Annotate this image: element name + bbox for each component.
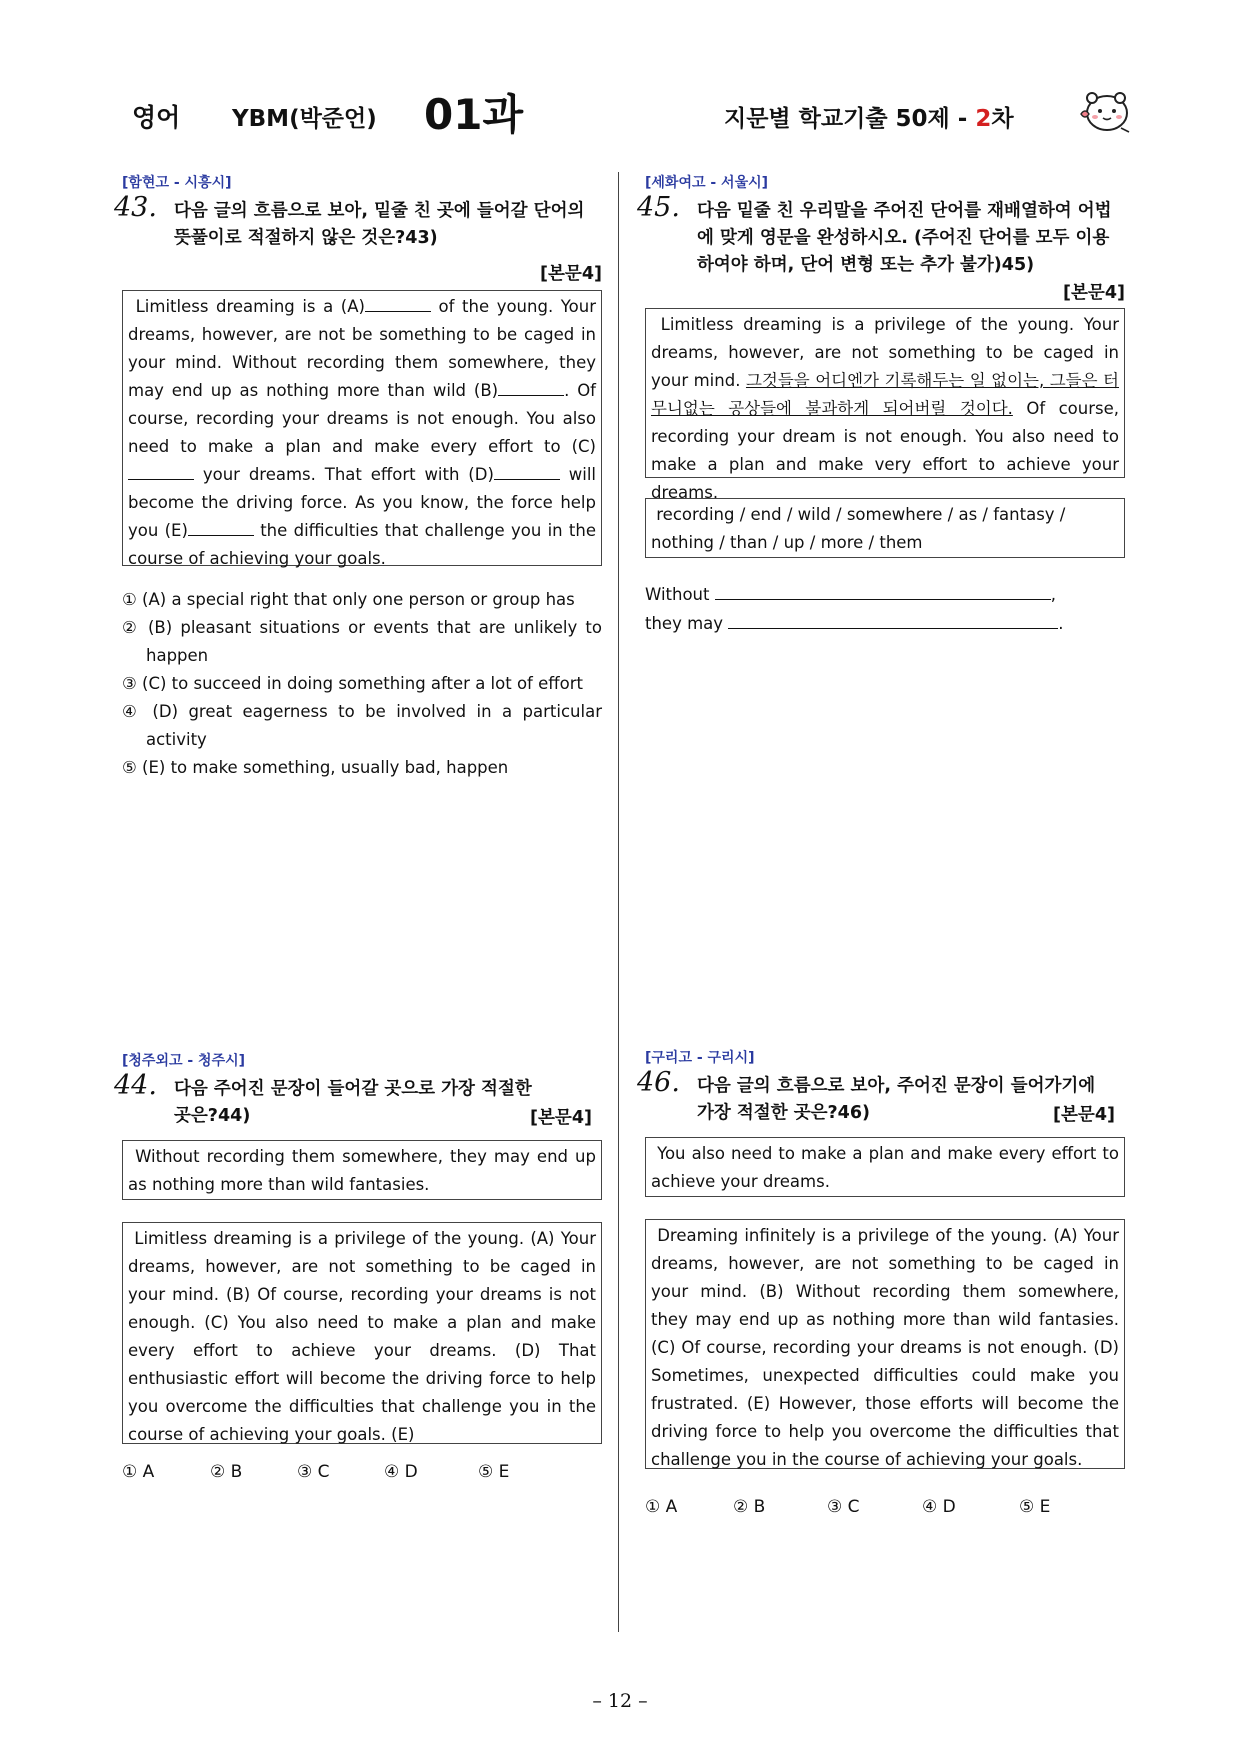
choice-2[interactable]: ② B bbox=[733, 1497, 766, 1517]
passage-text: . Of course, recording your dreams is not enough. You also need to make a plan and make every effort to (C) bbox=[128, 381, 596, 456]
section-tag: [본문4] bbox=[1053, 1105, 1115, 1125]
publisher-label: YBM(박준언) bbox=[232, 106, 377, 132]
question-number: 43. bbox=[114, 192, 157, 223]
section-tag: [본문4] bbox=[530, 1108, 592, 1128]
page-number: – 12 – bbox=[592, 1690, 648, 1712]
passage-box bbox=[122, 1222, 602, 1444]
underlined-korean: 그것들을 어디엔가 기록해두는 일 없이는, 그들은 터무니없는 공상들에 불과하게 되어버릴 것이다. bbox=[651, 371, 1119, 418]
blank-d bbox=[494, 461, 560, 480]
subject-label: 영어 bbox=[132, 103, 181, 132]
passage-text: Limitless dreaming is a (A) bbox=[135, 297, 365, 316]
given-sentence-box bbox=[645, 1137, 1125, 1197]
question-text: 다음 밑줄 친 우리말을 주어진 단어를 재배열하여 어법에 맞게 영문을 완성하시오. (주어진 단어를 모두 이용하여야 하며, 단어 변형 또는 추가 불가)45) bbox=[697, 201, 1112, 275]
series-prefix: 지문별 학교기출 50제 - bbox=[724, 106, 976, 132]
choice-5[interactable]: ⑤ E bbox=[1019, 1497, 1051, 1517]
choice-2[interactable]: ② B bbox=[210, 1462, 243, 1482]
series-title bbox=[724, 100, 1014, 133]
question-43 bbox=[114, 172, 602, 782]
question-number: 44. bbox=[114, 1070, 157, 1101]
blank-b bbox=[498, 377, 564, 396]
choice-1[interactable]: ① A bbox=[122, 1462, 155, 1482]
blank-a bbox=[365, 293, 431, 312]
passage-text: of the young. Your dreams, however, are not be something to be caged in your mind. Without recording them somewhere, they may end up as nothing more than wild (B) bbox=[128, 297, 597, 400]
given-sentence-box bbox=[122, 1140, 602, 1200]
choice-list bbox=[122, 1462, 602, 1482]
option-4[interactable]: ④ (D) great eagerness to be involved in a particular activity bbox=[122, 702, 602, 749]
question-44 bbox=[114, 1050, 602, 1482]
question-number: 46. bbox=[637, 1067, 680, 1098]
section-tag: [본문4] bbox=[540, 264, 602, 284]
choice-3[interactable]: ③ C bbox=[297, 1462, 330, 1482]
blank-c bbox=[128, 461, 194, 480]
question-source: [세화여고 - 서울시] bbox=[645, 175, 769, 191]
question-source: [함현고 - 시흥시] bbox=[122, 175, 232, 191]
option-1[interactable]: ① (A) a special right that only one person or group has bbox=[122, 590, 575, 609]
choice-4[interactable]: ④ D bbox=[922, 1497, 956, 1517]
question-source: [구리고 - 구리시] bbox=[645, 1050, 755, 1066]
answer-blank[interactable] bbox=[715, 581, 1051, 600]
passage-box bbox=[645, 308, 1125, 502]
page-header bbox=[132, 84, 1132, 144]
question-heading bbox=[114, 1070, 602, 1130]
question-number: 45. bbox=[637, 192, 680, 223]
answer-label: they may bbox=[645, 614, 724, 633]
passage-box bbox=[645, 1219, 1125, 1469]
option-5[interactable]: ⑤ (E) to make something, usually bad, happen bbox=[122, 758, 509, 777]
passage-text: Of course, recording your dream is not enough. You also need to make a plan and make very effort to achieve your dreams. bbox=[651, 399, 1119, 502]
answer-line-2[interactable]: they may . bbox=[645, 609, 1125, 638]
choice-list bbox=[645, 1497, 1125, 1517]
choice-3[interactable]: ③ C bbox=[827, 1497, 860, 1517]
word-bank: recording / end / wild / somewhere / as / fantasy / nothing / than / up / more / them bbox=[651, 505, 1066, 552]
passage-text: Dreaming infinitely is a privilege of the young. (A) Your dreams, however, are not something to be caged in your mind. (B) Without recording them somewhere, they may end up as nothing more than wild fantasies. (C) Of course, recording your dreams is not enough. (D) Sometimes, unexpected difficulties could make you frustrated. (E) However, those efforts will become the driving force to help you overcome the difficulties that challenge you in the course of achieving your goals. bbox=[651, 1226, 1119, 1469]
passage-box bbox=[122, 290, 602, 566]
question-46 bbox=[637, 1047, 1125, 1517]
lesson-title: 01과 bbox=[424, 90, 524, 139]
passage-text: the difficulties that challenge you in the course of achieving your goals. bbox=[128, 521, 596, 568]
answer-line-1[interactable]: Without , bbox=[645, 580, 1125, 609]
series-suffix: 차 bbox=[991, 106, 1014, 132]
question-text: 다음 글의 흐름으로 보아, 주어진 문장이 들어가기에 가장 적절한 곳은?46) bbox=[697, 1076, 1096, 1123]
passage-text: your dreams. That effort with (D) bbox=[194, 465, 494, 484]
answer-blank[interactable] bbox=[728, 610, 1058, 629]
blank-e bbox=[188, 517, 254, 536]
choice-1[interactable]: ① A bbox=[645, 1497, 678, 1517]
choice-4[interactable]: ④ D bbox=[384, 1462, 418, 1482]
answer-label: Without bbox=[645, 585, 710, 604]
question-heading bbox=[637, 192, 1125, 279]
given-sentence: You also need to make a plan and make every effort to achieve your dreams. bbox=[651, 1144, 1119, 1191]
section-tag: [본문4] bbox=[1063, 283, 1125, 303]
question-heading bbox=[637, 1067, 1125, 1127]
passage-text: will become the driving force. As you know, the force help you (E) bbox=[128, 465, 596, 540]
given-sentence: Without recording them somewhere, they may end up as nothing more than wild fantasies. bbox=[128, 1147, 596, 1194]
column-divider bbox=[618, 172, 619, 1632]
passage-text: Limitless dreaming is a privilege of the young. Your dreams, however, are not something to be caged in your mind. bbox=[651, 315, 1119, 390]
option-2[interactable]: ② (B) pleasant situations or events that are unlikely to happen bbox=[122, 618, 602, 665]
word-bank-box bbox=[645, 498, 1125, 558]
passage-text: Limitless dreaming is a privilege of the young. (A) Your dreams, however, are not something to be caged in your mind. (B) Of course, recording your dreams is not enough. (C) You also need to make a plan and make every effort to achieve your dreams. (D) That enthusiastic effort will become the driving force to help you overcome the difficulties that challenge you in the course of achieving your goals. (E) bbox=[128, 1229, 596, 1444]
option-3[interactable]: ③ (C) to succeed in doing something after a lot of effort bbox=[122, 674, 583, 693]
answer-area bbox=[645, 580, 1125, 638]
question-heading bbox=[114, 192, 602, 252]
choice-5[interactable]: ⑤ E bbox=[478, 1462, 510, 1482]
question-source: [청주외고 - 청주시] bbox=[122, 1053, 246, 1069]
series-number: 2 bbox=[975, 106, 992, 132]
question-text: 다음 글의 흐름으로 보아, 밑줄 친 곳에 들어갈 단어의 뜻풀이로 적절하지 않은 것은?43) bbox=[174, 201, 585, 248]
question-text: 다음 주어진 문장이 들어갈 곳으로 가장 적절한 곳은?44) bbox=[174, 1079, 532, 1126]
question-45 bbox=[637, 172, 1125, 638]
bear-mascot-icon bbox=[1077, 86, 1133, 136]
option-list bbox=[122, 586, 602, 782]
